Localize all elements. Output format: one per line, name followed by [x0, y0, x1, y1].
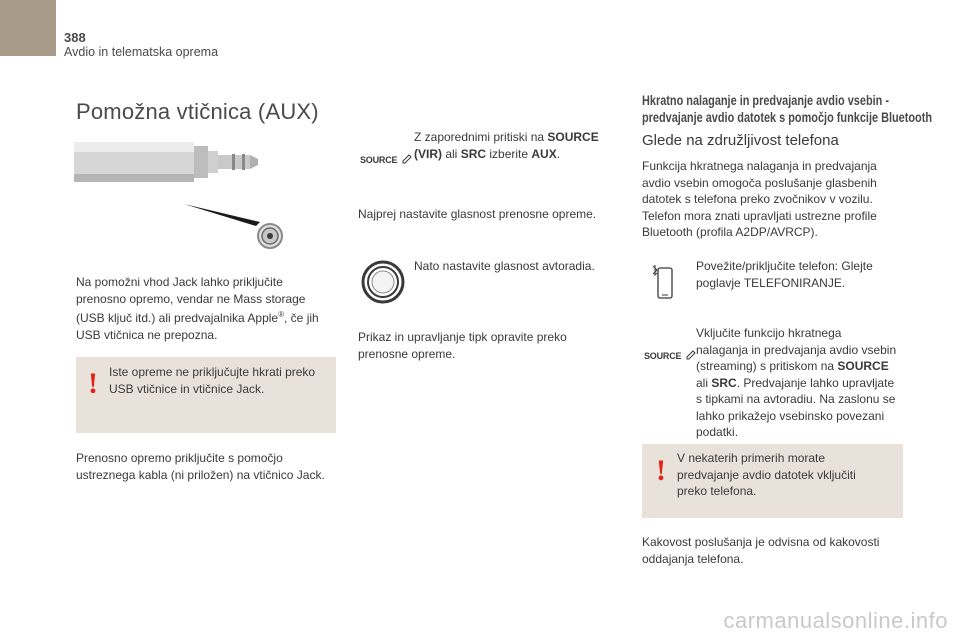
compatibility-subheading: Glede na združljivost telefona [642, 132, 839, 149]
volume-knob-icon [361, 260, 405, 304]
chapter-title: Avdio in telematska oprema [64, 45, 219, 59]
step-set-device-volume: Najprej nastavite glasnost prenosne opreme. [358, 207, 597, 221]
step-enable-streaming: Vključite funkcijo hkratnega nalaganja in predvajanja avdio vsebin (streaming) s pritiskom na SOURCE ali SRC. Predvajanje lahko upravljate s tipkami na avtoradiu. Na zaslonu se lahko prikažejo vsebinsko povezani podatki. [696, 326, 897, 439]
connect-instructions: Prenosno opremo priključite s pomočjo ustreznega kabla (ni priložen) na vtičnico Jack. [76, 451, 325, 482]
step-set-radio-volume: Nato nastavite glasnost avtoradia. [414, 259, 595, 273]
section-title: Pomožna vtičnica (AUX) [76, 99, 319, 124]
warning-box: ! Iste opreme ne priključujte hkrati preko USB vtičnice in vtičnice Jack. [76, 357, 336, 433]
source-button-icon-2: SOURCE [644, 346, 696, 364]
source-button-icon: SOURCE [360, 150, 412, 168]
streaming-intro-paragraph: Funkcija hkratnega nalaganja in predvajanja avdio vsebin omogoča poslušanje glasbenih datotek s telefona preko zvočnikov v vozilu. Telefon mora znati upravljati ustrezne profile Bluetooth (profila A2DP/AVRCP). [642, 159, 877, 239]
quality-note: Kakovost poslušanja je odvisna od kakovosti oddajanja telefona. [642, 535, 880, 566]
bluetooth-icon [653, 265, 657, 275]
watermark: carmanualsonline.info [723, 608, 948, 633]
step-select-aux: Z zaporednimi pritiski na SOURCE (VIR) ali SRC izberite AUX. [414, 130, 599, 161]
warning-icon: ! [88, 367, 98, 400]
step-connect-phone: Povežite/priključite telefon: Glejte poglavje TELEFONIRANJE. [696, 259, 873, 290]
step-control-display: Prikaz in upravljanje tipk opravite preko prenosne opreme. [358, 330, 567, 361]
jack-plug-illustration [74, 130, 294, 250]
corner-tab [0, 0, 56, 56]
warning-icon: ! [656, 454, 666, 487]
bluetooth-streaming-heading: Hkratno nalaganje in predvajanje avdio vsebin - predvajanje avdio datotek s pomočjo funkcije Bluetooth [642, 92, 933, 125]
warning-box-bluetooth: ! V nekaterih primerih morate predvajanje avdio datotek vključiti preko telefona. [642, 444, 903, 518]
pencil-icon [686, 350, 696, 360]
aux-intro-paragraph: Na pomožni vhod Jack lahko priključite prenosno opremo, vendar ne Mass storage (USB ključ itd.) ali predvajalnika Apple®, če jih USB vtičnica ne prepozna. [76, 275, 319, 342]
page-number: 388 [64, 30, 86, 45]
phone-icon [652, 264, 674, 300]
pencil-icon [402, 154, 412, 164]
